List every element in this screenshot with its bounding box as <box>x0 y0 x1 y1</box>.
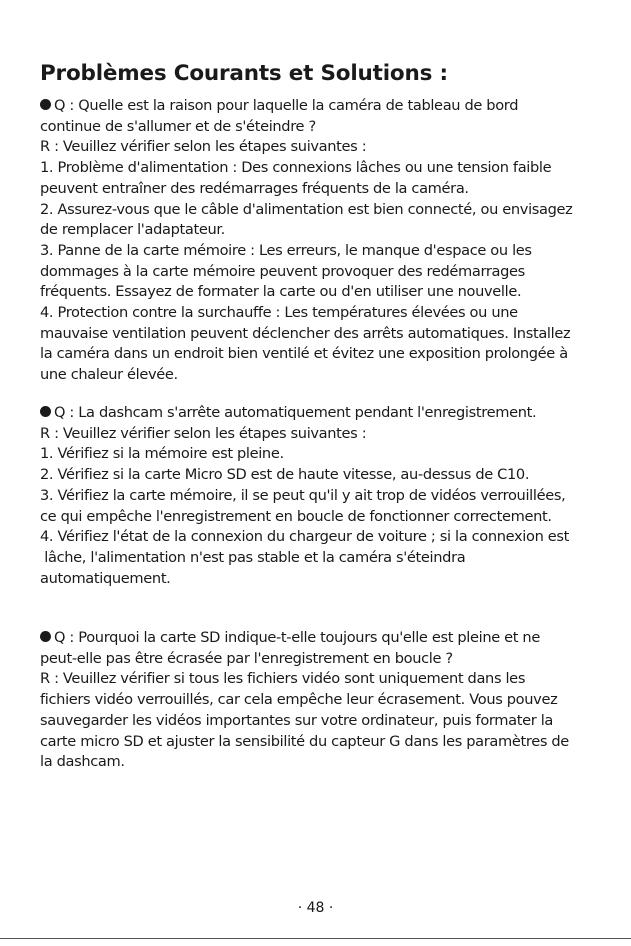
faq-text-line: mauvaise ventilation peuvent déclencher des arrêts automatiques. Installez <box>40 324 571 342</box>
bottom-divider <box>0 938 631 939</box>
page-title: Problèmes Courants et Solutions : <box>40 61 448 86</box>
faq-text-line: dommages à la carte mémoire peuvent provoquer des redémarrages <box>40 262 525 280</box>
faq-text-line: la dashcam. <box>40 753 125 771</box>
faq-text-line: de remplacer l'adaptateur. <box>40 221 225 239</box>
faq-block-sd-full <box>40 628 592 773</box>
faq-text-line: R : Veuillez vérifier si tous les fichiers vidéo sont uniquement dans les <box>40 670 526 688</box>
faq-text-line: R : Veuillez vérifier selon les étapes suivantes : <box>40 424 367 442</box>
faq-text-line: peut-elle pas être écrasée par l'enregistrement en boucle ? <box>40 649 453 667</box>
bullet-icon <box>40 406 51 417</box>
faq-text-line: 1. Vérifiez si la mémoire est pleine. <box>40 445 284 463</box>
faq-text-line: 2. Assurez-vous que le câble d'alimentation est bien connecté, ou envisagez <box>40 200 573 218</box>
faq-text-line: peuvent entraîner des redémarrages fréquents de la caméra. <box>40 179 469 197</box>
faq-text-line: 4. Vérifiez l'état de la connexion du chargeur de voiture ; si la connexion est <box>40 528 570 546</box>
faq-text-line: automatiquement. <box>40 569 171 587</box>
faq-text-line: fréquents. Essayez de formater la carte ou d'en utiliser une nouvelle. <box>40 283 522 301</box>
faq-text-line: fichiers vidéo verrouillés, car cela empêche leur écrasement. Vous pouvez <box>40 691 558 709</box>
faq-text-line: continue de s'allumer et de s'éteindre ? <box>40 117 316 135</box>
faq-text-line: ce qui empêche l'enregistrement en boucle de fonctionner correctement. <box>40 507 552 525</box>
faq-question-line: Q : Pourquoi la carte SD indique-t-elle toujours qu'elle est pleine et ne <box>40 628 592 649</box>
bullet-icon <box>40 99 51 110</box>
faq-text-line: la caméra dans un endroit bien ventilé et évitez une exposition prolongée à <box>40 345 568 363</box>
page-number: · 48 · <box>297 900 334 916</box>
faq-block-restarting <box>40 96 592 386</box>
faq-text-line: R : Veuillez vérifier selon les étapes suivantes : <box>40 138 367 156</box>
faq-text-line: lâche, l'alimentation n'est pas stable et la caméra s'éteindra <box>40 548 466 566</box>
faq-text-line: 3. Vérifiez la carte mémoire, il se peut qu'il y ait trop de vidéos verrouillées, <box>40 486 566 504</box>
faq-text-line: carte micro SD et ajuster la sensibilité du capteur G dans les paramètres de <box>40 732 569 750</box>
faq-text-line: 2. Vérifiez si la carte Micro SD est de haute vitesse, au-dessus de C10. <box>40 466 530 484</box>
faq-question-line: Q : La dashcam s'arrête automatiquement pendant l'enregistrement. <box>40 403 592 424</box>
faq-text-line: 1. Problème d'alimentation : Des connexions lâches ou une tension faible <box>40 159 552 177</box>
faq-text-line: sauvegarder les vidéos importantes sur votre ordinateur, puis formater la <box>40 711 553 729</box>
faq-text-line: une chaleur élevée. <box>40 366 178 384</box>
faq-question-line: Q : Quelle est la raison pour laquelle la caméra de tableau de bord <box>40 96 592 117</box>
faq-text-line: 3. Panne de la carte mémoire : Les erreurs, le manque d'espace ou les <box>40 241 532 259</box>
bullet-icon <box>40 631 51 642</box>
faq-text-line: 4. Protection contre la surchauffe : Les températures élevées ou une <box>40 304 518 322</box>
faq-block-auto-stop <box>40 403 592 589</box>
